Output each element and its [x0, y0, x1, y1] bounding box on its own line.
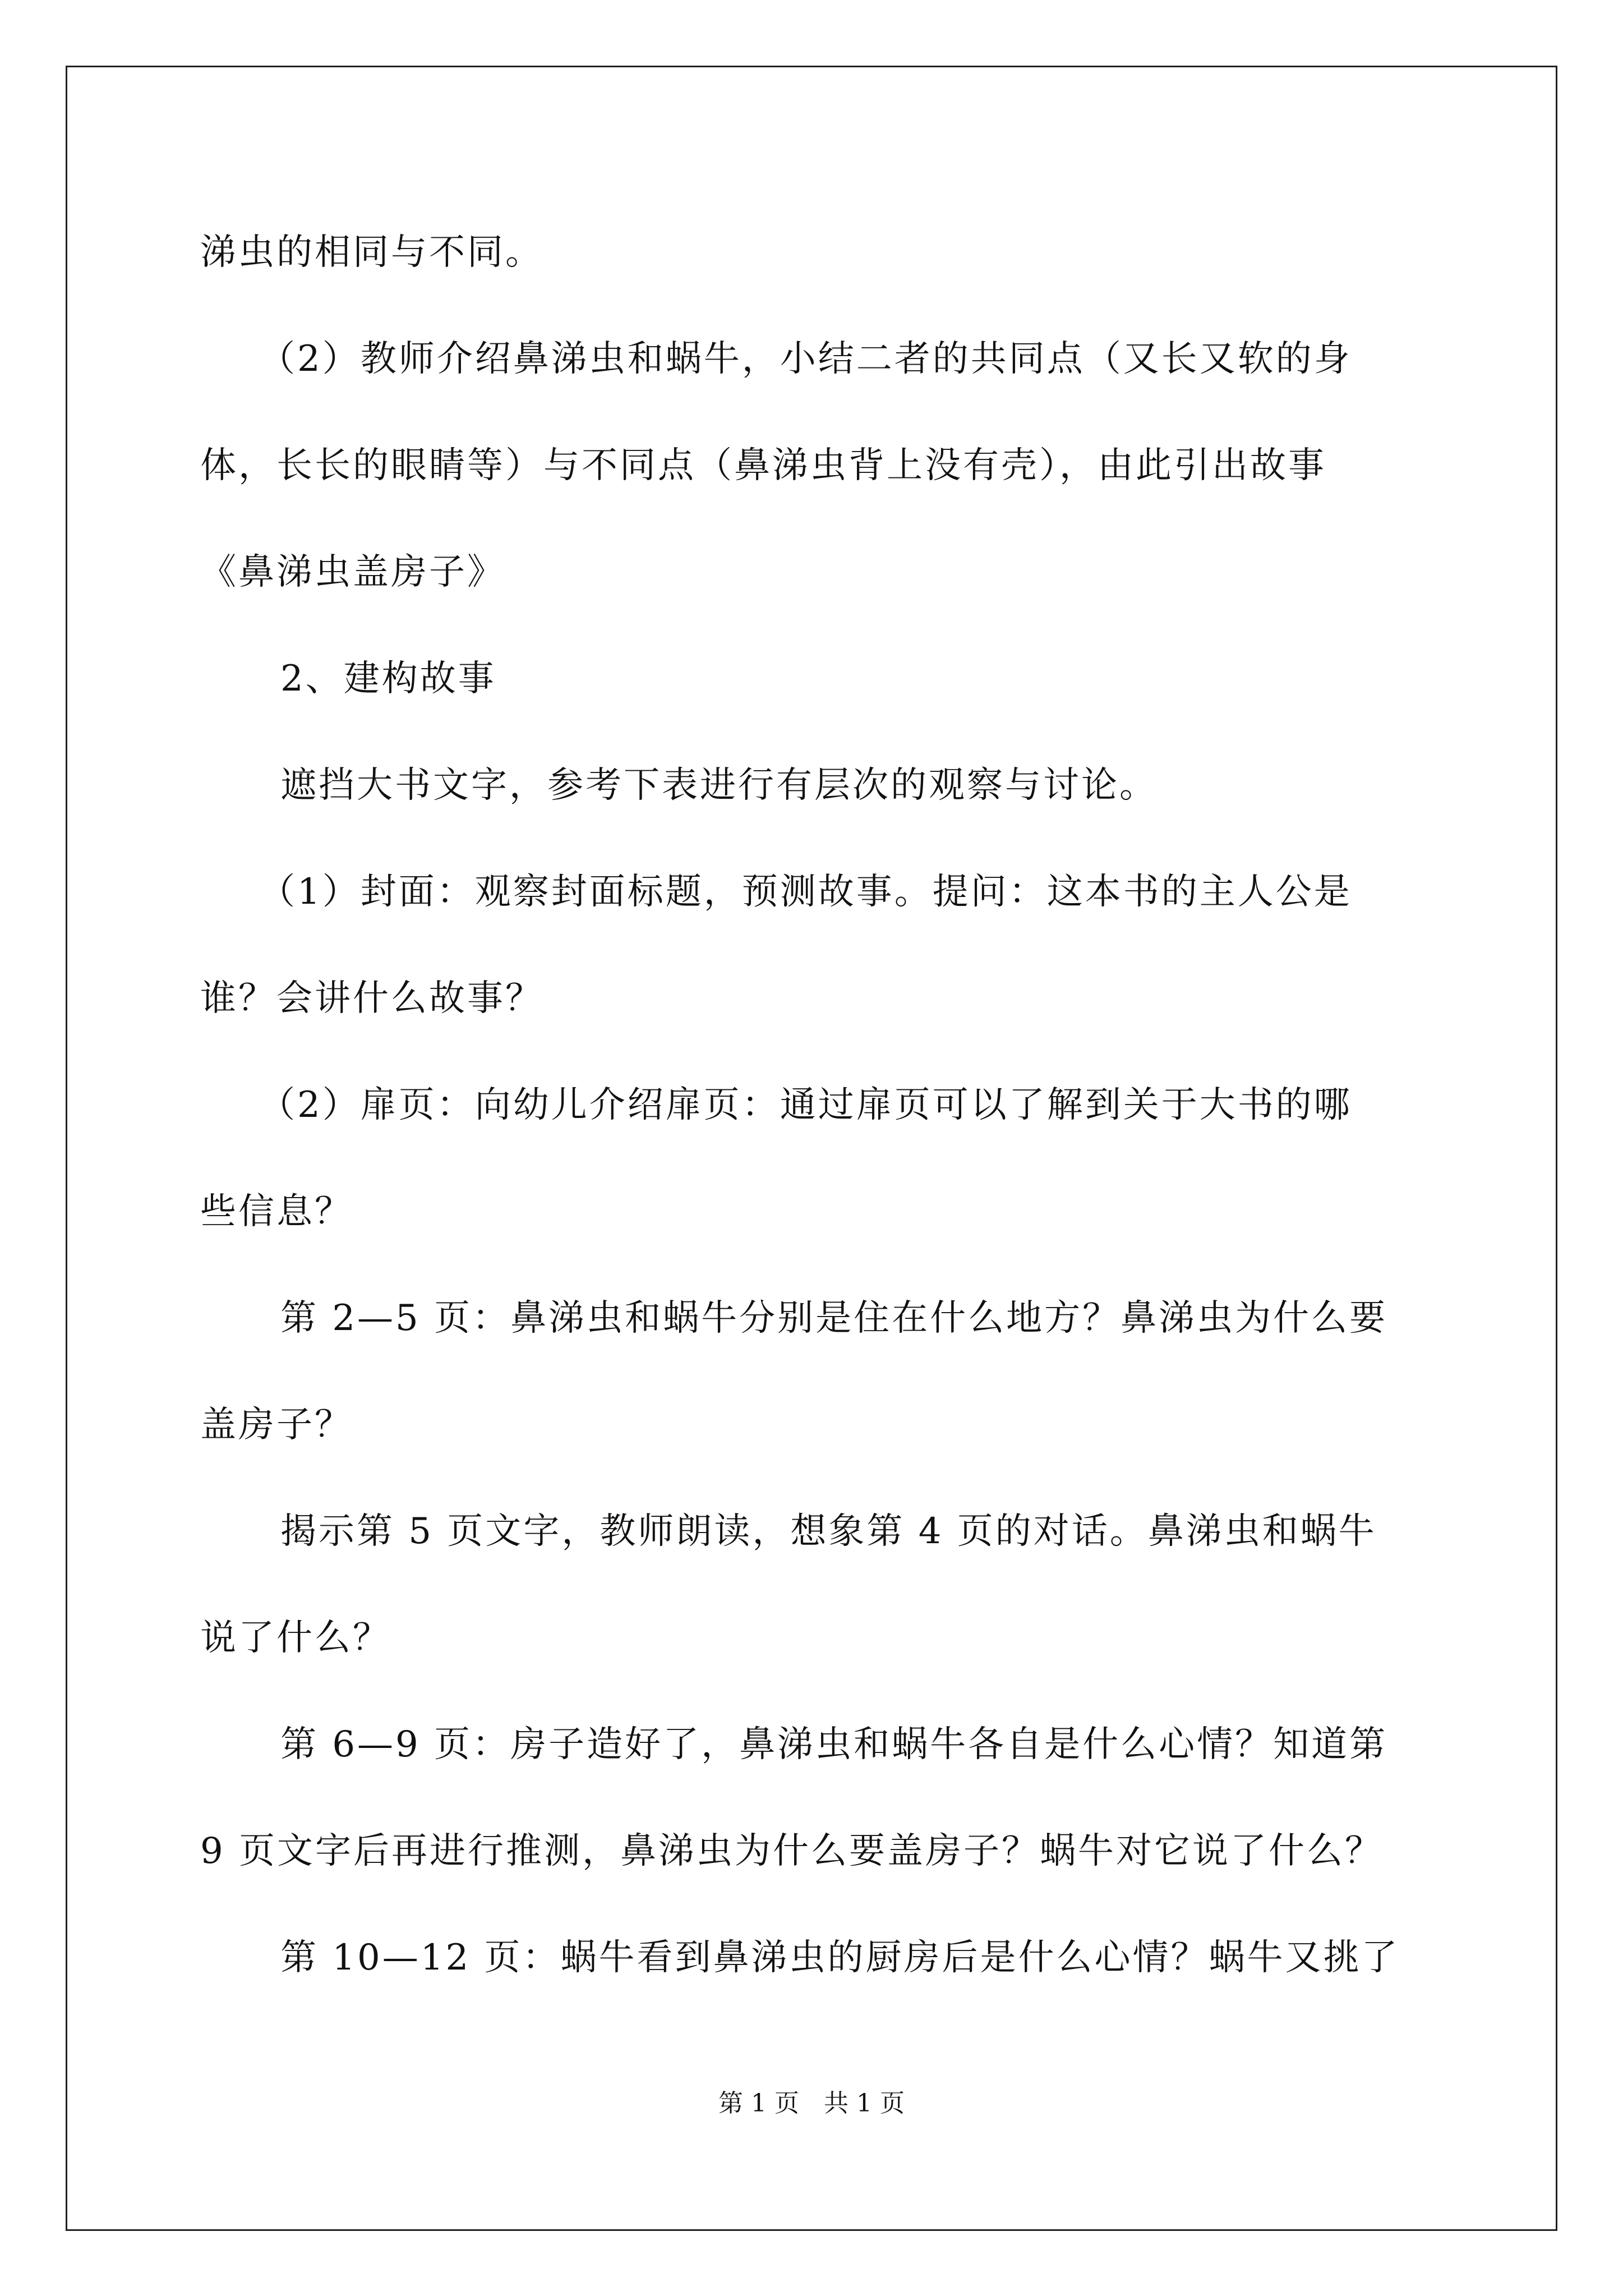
text-line: 《鼻涕虫盖房子》 [200, 551, 505, 593]
text-line: 9 页文字后再进行推测，鼻涕虫为什么要盖房子？蜗牛对它说了什么？ [200, 1830, 1384, 1872]
text-line: 些信息？ [200, 1191, 353, 1232]
text-line: （1）封面：观察封面标题，预测故事。提问：这本书的主人公是 [259, 871, 1352, 913]
text-line: 第 6—9 页：房子造好了，鼻涕虫和蜗牛各自是什么心情？知道第 [280, 1724, 1388, 1765]
text-line: 盖房子？ [200, 1404, 353, 1446]
text-line: 遮挡大书文字，参考下表进行有层次的观察与讨论。 [280, 765, 1158, 806]
section-heading: 2、建构故事 [280, 658, 496, 700]
text-line: （2）扉页：向幼儿介绍扉页：通过扉页可以了解到关于大书的哪 [259, 1084, 1352, 1126]
text-line: 说了什么？ [200, 1617, 391, 1659]
text-line: 谁？会讲什么故事？ [200, 978, 543, 1019]
text-line: 第 2—5 页：鼻涕虫和蜗牛分别是住在什么地方？鼻涕虫为什么要 [280, 1297, 1388, 1339]
text-line: 第 10—12 页：蜗牛看到鼻涕虫的厨房后是什么心情？蜗牛又挑了 [280, 1937, 1400, 1978]
page-footer: 第 1 页 共 1 页 [718, 2089, 905, 2118]
page-border [66, 66, 1557, 2231]
text-line: 揭示第 5 页文字，教师朗读，想象第 4 页的对话。鼻涕虫和蜗牛 [280, 1511, 1377, 1552]
text-line: 体，长长的眼睛等）与不同点（鼻涕虫背上没有壳），由此引出故事 [200, 445, 1326, 486]
text-line: （2）教师介绍鼻涕虫和蜗牛，小结二者的共同点（又长又软的身 [259, 338, 1352, 380]
text-line: 涕虫的相同与不同。 [200, 232, 543, 273]
